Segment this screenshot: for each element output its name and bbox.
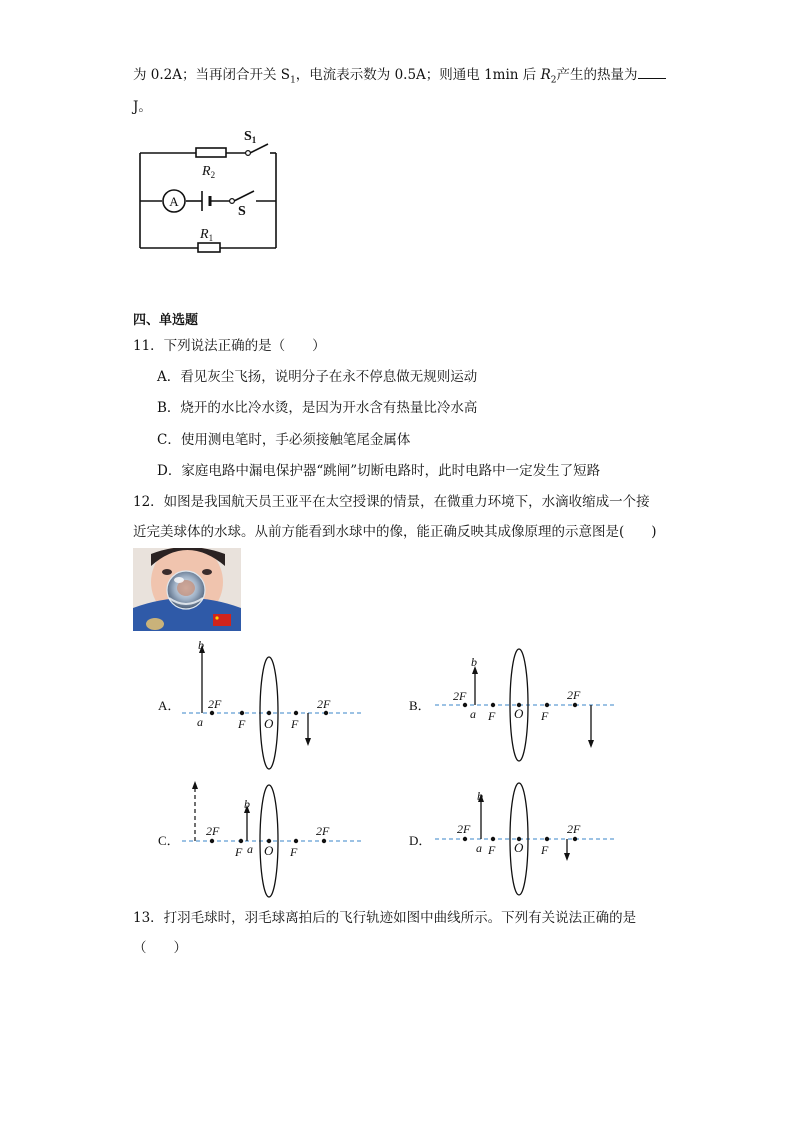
svg-text:F: F: [235, 845, 243, 859]
svg-text:F: F: [488, 709, 496, 723]
q11-option-a[interactable]: A．看见灰尘飞扬，说明分子在永不停息做无规则运动: [157, 369, 478, 385]
q12-stem-line-2: 近完美球体的水球。从前方能看到水球中的像，能正确反映其成像原理的示意图是( ): [133, 524, 657, 540]
svg-text:2F: 2F: [316, 824, 330, 838]
q11-option-d[interactable]: D．家庭电路中漏电保护器“跳闸”切断电路时，此时电路中一定发生了短路: [157, 463, 601, 479]
r2-label: $R_2$: [202, 164, 216, 180]
astronaut-photo: [133, 548, 241, 631]
svg-text:F: F: [541, 709, 549, 723]
svg-text:b: b: [471, 655, 477, 669]
option-a-diagram[interactable]: [150, 640, 370, 775]
option-c-label: C．: [158, 833, 180, 848]
q10-line-2: J。: [133, 99, 152, 115]
option-d-diagram[interactable]: [403, 775, 623, 900]
q11-stem: 11．下列说法正确的是（ ）: [133, 338, 326, 354]
svg-text:a: a: [197, 715, 203, 729]
svg-text:2F: 2F: [453, 689, 467, 703]
r1-label: $R_1$: [200, 227, 214, 243]
q10-line-1: 为 0.2A；当再闭合开关 $S_1$，电流表示数为 0.5A；则通电 1min 后 $R_2$产生的热量为: [133, 66, 666, 90]
option-a-label: A．: [158, 698, 181, 713]
svg-text:a: a: [476, 841, 482, 855]
q11-option-b[interactable]: B．烧开的水比冷水烫，是因为开水含有热量比冷水高: [157, 400, 478, 416]
svg-text:b: b: [244, 797, 250, 811]
svg-text:F: F: [488, 843, 496, 857]
svg-text:2F: 2F: [457, 822, 471, 836]
svg-text:O: O: [264, 716, 274, 731]
q13-stem-line-2: （ ）: [133, 940, 187, 956]
svg-text:b: b: [477, 789, 483, 803]
q11-option-c[interactable]: C．使用测电笔时，手必须接触笔尾金属体: [157, 432, 411, 448]
option-c-diagram[interactable]: [150, 775, 370, 900]
svg-text:2F: 2F: [317, 697, 331, 711]
section-title: 四、单选题: [133, 313, 199, 328]
svg-text:a: a: [470, 707, 476, 721]
option-b-diagram[interactable]: [403, 640, 623, 775]
option-b-label: B．: [409, 698, 431, 713]
s1-label: $S_1$: [244, 129, 257, 145]
q13-stem-line-1: 13．打羽毛球时，羽毛球离拍后的飞行轨迹如图中曲线所示。下列有关说法正确的是: [133, 910, 637, 926]
svg-text:b: b: [198, 640, 204, 652]
svg-text:a: a: [247, 842, 253, 856]
ammeter-label: A: [169, 194, 179, 209]
svg-text:2F: 2F: [567, 688, 581, 702]
circuit-diagram: [130, 126, 290, 256]
svg-text:F: F: [238, 717, 246, 731]
svg-text:F: F: [291, 717, 299, 731]
option-d-label: D．: [409, 833, 432, 848]
answer-blank[interactable]: [638, 66, 666, 79]
svg-text:2F: 2F: [567, 822, 581, 836]
q12-stem-line-1: 12．如图是我国航天员王亚平在太空授课的情景，在微重力环境下，水滴收缩成一个接: [133, 494, 650, 510]
svg-text:O: O: [514, 840, 524, 855]
svg-text:2F: 2F: [208, 697, 222, 711]
svg-text:2F: 2F: [206, 824, 220, 838]
s-label: S: [238, 204, 246, 219]
svg-text:F: F: [541, 843, 549, 857]
svg-text:F: F: [290, 845, 298, 859]
svg-text:O: O: [264, 843, 274, 858]
svg-text:O: O: [514, 706, 524, 721]
